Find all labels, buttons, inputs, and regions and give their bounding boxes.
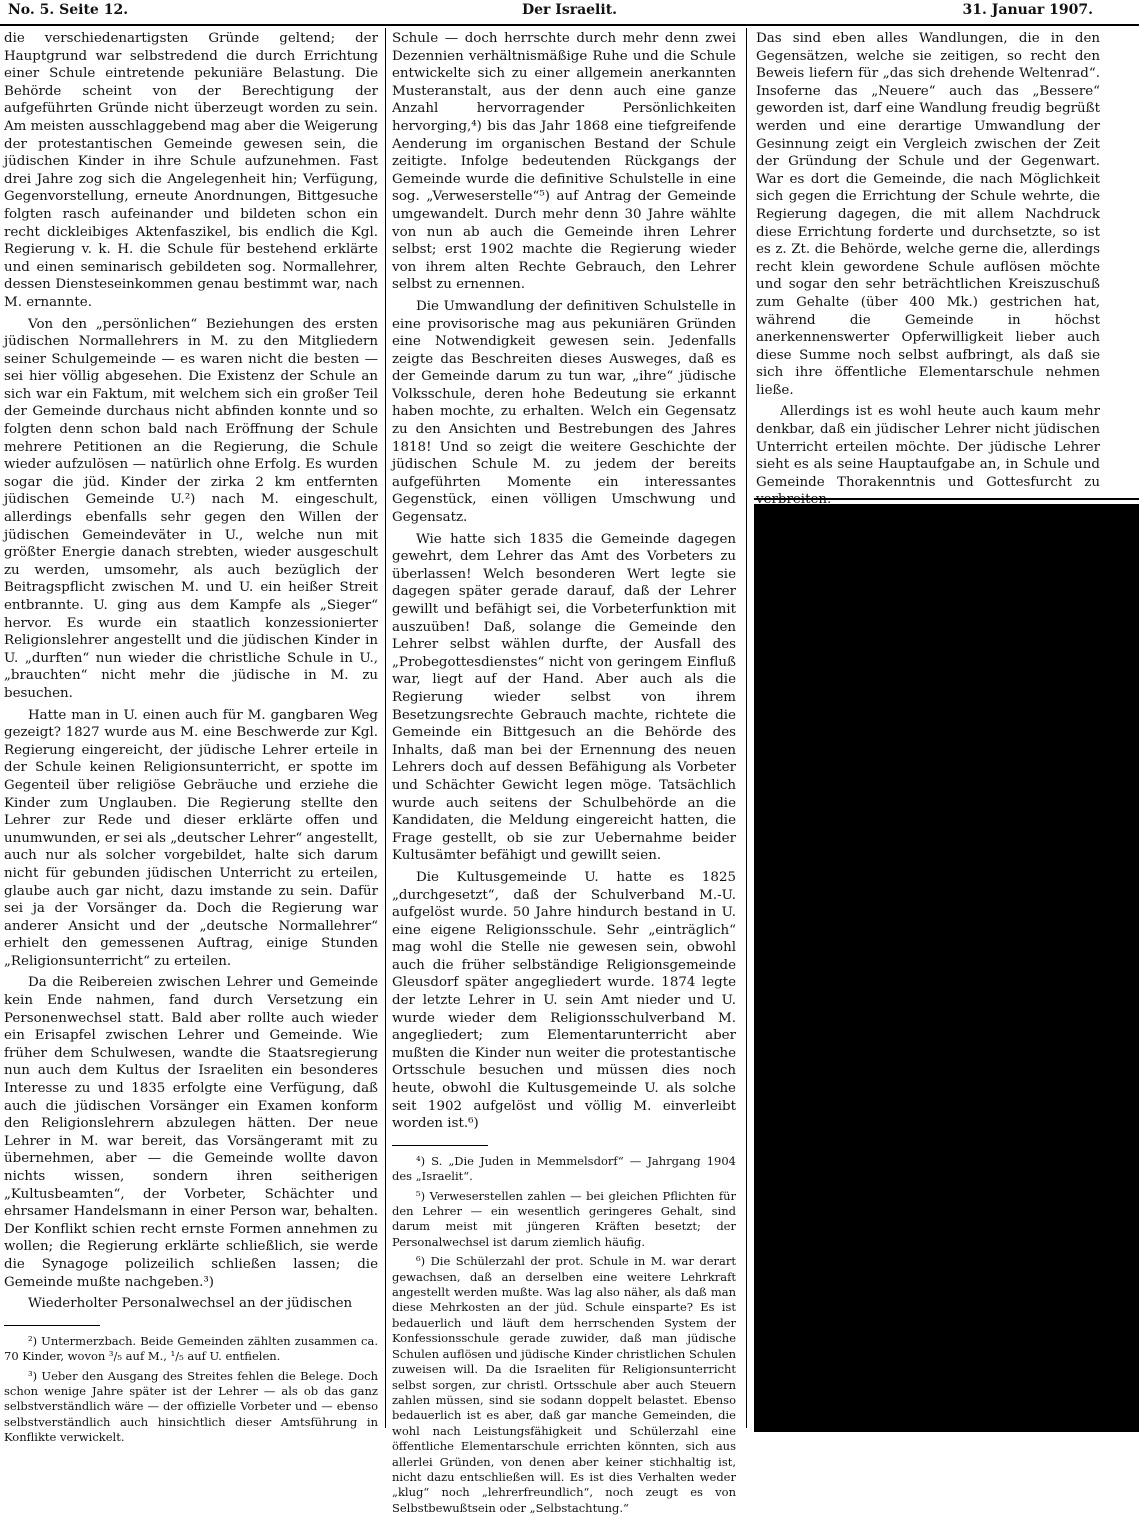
paragraph: Schule — doch herrschte durch mehr denn zwei Dezennien verhältnismäßige Ruhe und die Schule entwickelte sich zu einer allgemein anerkannten Musteranstalt, aus der denn auch eine ganze Anzahl hervorragender Persönlichkeiten hervorging,⁴) bis das Jahr 1868 eine tiefgreifende Aenderung im organischen Bestand der Schule zeitigte. Infolge bedeutenden Rückgangs der Gemeinde wurde die definitive Schulstelle in eine sog. „Verweserstelle“⁵) auf Antrag der Gemeinde umgewandelt. Durch mehr denn 30 Jahre wählte von nun ab auch die Gemeinde ihren Lehrer selbst; erst 1902 machte die Regierung wieder von ihrem alten Rechte Gebrauch, den Lehrer selbst zu ernennen. xyxy=(392,31,736,293)
column-3-end-rule xyxy=(754,498,1139,500)
text-column-3 xyxy=(756,30,1100,490)
paragraph: Von den „persönlichen“ Beziehungen des ersten jüdischen Normallehrers in M. zu den Mitgliedern seiner Schulgemeinde — es waren nicht die besten — sei hier völlig abgesehen. Die Existenz der Schule an sich war ein Faktum, mit welchem sich ein großer Teil der Gemeinde durchaus nicht abfinden konnte und so folgten denn schon bald nach Eröffnung der Schule mehrere Petitionen an die Regierung, die Schule wieder aufzulösen — natürlich ohne Erfolg. Es wurden sogar die jüd. Kinder der zirka 2 km entfernten jüdischen Gemeinde U.²) nach M. eingeschult, allerdings ebenfalls sehr gegen den Willen der jüdischen Gemeindeväter in U., welche nun mit größter Energie danach strebten, wieder ausgeschult zu werden, umsomehr, als auch bezüglich der Beitragspflicht zwischen M. und U. ein heißer Streit entbrannte. U. ging aus dem Kampfe als „Sieger“ hervor. Es wurde ein staatlich konzessionierter Religionslehrer angestellt und die jüdischen Kinder in U. „durften“ nun wieder die christliche Schule in U., „brauchten“ nicht mehr die jüdische in M. zu besuchen. xyxy=(4,316,378,701)
paragraph: Die Kultusgemeinde U. hatte es 1825 „durchgesetzt“, daß der Schulverband M.-U. aufgelöst wurde. 50 Jahre hindurch bestand in U. eine eigene Religionsschule. Sehr „einträglich“ mag wohl die Stelle nie gewesen sein, obwohl auch die früher selbständige Religionsgemeinde Gleusdorf später angegliedert wurde. 1874 legte der letzte Lehrer in U. sein Amt nieder und U. wurde wieder dem Religionsschulverband M. angegliedert; zum Elementarunterricht aber mußten die Kinder nun weiter die protestantische Ortsschule besuchen und müssen dies noch heute, obwohl die Kultusgemeinde U. als solche seit 1902 aufgelöst und völlig M. einverleibt worden ist.⁶) xyxy=(392,869,736,1132)
footnote: ⁴) S. „Die Juden in Memmelsdorf“ — Jahrgang 1904 des „Israelit“. xyxy=(392,1153,736,1184)
paragraph: Hatte man in U. einen auch für M. gangbaren Weg gezeigt? 1827 wurde aus M. eine Beschwerde zur Kgl. Regierung eingereicht, der jüdische Lehrer erteile in der Schule keinen Religionsunterricht, er spotte im Gegenteil über religiöse Gebräuche und erziehe die Kinder zum Unglauben. Die Regierung stellte den Lehrer zur Rede und dieser erklärte offen und unumwunden, er sei als „deutscher Lehrer“ angestellt, auch nur als solcher vorgebildet, halte sich darum nicht für gebunden jüdischen Unterricht zu erteilen, glaube auch gar nicht, dazu imstande zu sein. Dafür sei ja der Vorsänger da. Doch die Regierung war anderer Ansicht und der „deutsche Normallehrer“ erhielt den gemessenen Auftrag, einige Stunden „Religionsunterricht“ zu erteilen. xyxy=(4,707,378,969)
paragraph: Allerdings ist es wohl heute auch kaum mehr denkbar, daß ein jüdischer Lehrer nicht jüdischen Unterricht erteilen möchte. Der jüdische Lehrer sieht es als seine Hauptaufgabe an, in Schule und Gemeinde Thorakenntnis und Gottesfurcht zu xyxy=(756,404,1100,490)
footnote: ³) Ueber den Ausgang des Streites fehlen die Belege. Doch schon wenige Jahre später ist der Lehrer — als ob das ganz selbstverständlich wäre — der offizielle Vorbeter und — ebenso selbstverständlich auch hinsichtlich dieser Amtsführung in Konflikte verwickelt. xyxy=(4,1368,378,1445)
paragraph: Wiederholter Personalwechsel an der jüdischen xyxy=(28,1296,353,1312)
paragraph: die verschiedenartigsten Gründe geltend; der Hauptgrund war selbstredend die durch Errichtung einer Schule eintretende pekuniäre Belastung. Die Behörde scheint von der Berechtigung der aufgeführten Gründe nicht überzeugt worden zu sein. Am meisten ausschlaggebend mag aber die Weigerung der protestantischen Gemeinde gewesen sein, die jüdischen Kinder in ihre Schule aufzunehmen. Fast drei Jahre zog sich die Angelegenheit hin; Verfügung, Gegenvorstellung, erneute Anordnungen, Bittgesuche folgten rasch aufeinander und bildeten schon ein recht dickleibiges Aktenfaszikel, bis endlich die Kgl. Regierung v. k. H. die Schule für bestehend erklärte und einen seminarisch gebildeten sog. Normallehrer, dessen Diensteseinkommen genau bestimmt war, nach M. ernannte. xyxy=(4,31,378,310)
footnote: ⁵) Verweserstellen zahlen — bei gleichen Pflichten für den Lehrer — ein wesentlich geringeres Gehalt, sind darum meist mit jüngeren Kräften besetzt; der Personalwechsel ist darum ziemlich häufig. xyxy=(392,1188,736,1249)
page-header xyxy=(0,0,1139,26)
issue-number: No. 5. Seite 12. xyxy=(8,2,129,18)
footnote: ⁶) Die Schülerzahl der prot. Schule in M. war derart gewachsen, daß an derselben eine weitere Lehrkraft angestellt werden mußte. Was lag also näher, als daß man diese Mehrkosten an der jüd. Schule einsparte? Es ist bedauerlich und läuft dem herrschenden System der Konfessionsschule gerade zuwider, daß man jüdische Schulen auflösen und jüdische Kinder christlichen Schulen zuweisen will. Da die Israeliten für Religionsunterricht selbst sorgen, zur christl. Ortsschule aber auch Steuern zahlen müssen, sind sie sodann doppelt belastet. Ebenso bedauerlich ist es aber, daß gar manche Gemeinden, die wohl nach Leistungsfähigkeit und Schülerzahl eine öffentliche Elementarschule errichten könnten, sich aus allerlei Gründen, von denen aber keiner stichhaltig ist, nicht dazu entschließen will. Es ist dies Verhalten weder „klug“ noch „lehrerfreundlich“, noch zeugt es von Selbstbewußtsein oder „Selbstachtung.“ xyxy=(392,1254,736,1515)
blank-scan-area xyxy=(754,504,1139,1432)
column-rule-right xyxy=(746,28,747,1428)
text-column-2 xyxy=(392,30,736,1515)
paragraph: Das sind eben alles Wandlungen, die in den Gegensätzen, welche sie zeitigen, so recht den Beweis liefern für „das sich drehende Weltenrad“. Insoferne das „Neuere“ auch das „Bessere“ geworden ist, darf eine Wandlung freudig begrüßt werden und eine derartige Umwandlung der Gesinnung zeigt ein Vergleich zwischen der Zeit der Gründung der Schule und der Gegenwart. War es dort die Gemeinde, die nach Möglichkeit sich gegen die Errichtung der Schule wehrte, die Regierung dagegen, die mit allem Nachdruck diese Errichtung forderte und durchsetzte, so ist es z. Zt. die Behörde, welche gerne die, allerdings recht klein gewordene Schule auflösen möchte und sogar den sehr beträchtlichen Kreiszuschuß zum Gehalte (über 400 Mk.) gestrichen hat, während die Gemeinde in höchst anerkennenswerter Opferwilligkeit lieber auch diese Summe noch selbst aufbringt, als daß sie sich ihre öffentliche Elementarschule nehmen ließe. xyxy=(756,31,1100,398)
column-rule-left xyxy=(385,28,386,1428)
footnote: ²) Untermerzbach. Beide Gemeinden zählten zusammen ca. 70 Kinder, wovon ³/₅ auf M., ¹/₅ auf U. entfielen. xyxy=(4,1333,378,1364)
footnote-separator xyxy=(392,1145,488,1146)
footnote-separator xyxy=(4,1325,100,1326)
newspaper-title: Der Israelit. xyxy=(521,2,618,18)
text-column-1 xyxy=(4,30,378,1445)
paragraph: Da die Reibereien zwischen Lehrer und Gemeinde kein Ende nahmen, fand durch Versetzung ein Personenwechsel statt. Bald aber rollte auch wieder ein Erisapfel zwischen Lehrer und Gemeinde. Wie früher dem Schulwesen, wandte die Staatsregierung nun auch dem Kultus der Israeliten ein besonderes Interesse zu und 1835 erfolgte eine Verfügung, daß auch die jüdischen Vorsänger ein Examen konform den Religionslehrern abzulegen hätten. Der neue Lehrer in M. war bereit, das Vorsängeramt mit zu übernehmen, aber — die Gemeinde wollte davon nichts wissen, sondern ihren seitherigen „Kultusbeamten“, der Vorbeter, Schächter und ehrsamer Handelsmann in einer Person war, behalten. Der Konflikt schien recht ernste Formen annehmen zu wollen; die Regierung erklärte schließlich, sie werde die Synagoge polizeilich schließen lassen; die Gemeinde mußte nachgeben.³) xyxy=(4,975,378,1290)
paragraph: Wie hatte sich 1835 die Gemeinde dagegen gewehrt, dem Lehrer das Amt des Vorbeters zu überlassen! Welch besonderen Wert legte sie dagegen später gerade darauf, daß der Lehrer gewillt und befähigt sei, die Vorbeterfunktion mit auszuüben! Daß, solange die Gemeinde den Lehrer selbst wählen durfte, der Ausfall des „Probegottesdienstes“ nicht von geringem Einfluß war, liegt auf der Hand. Aber auch als die Regierung wieder selbst von ihrem Besetzungsrechte Gebrauch machte, richtete die Gemeinde ein Bittgesuch an die Behörde des Inhalts, daß man bei der Ernennung des neuen Lehrers doch auf dessen Befähigung als Vorbeter und Schächter Gewicht legen möge. Tatsächlich wurde auch seitens der Schulbehörde an die Kandidaten, die Meldung eingereicht hatten, die Frage gestellt, ob sie zur Uebernahme beider Kultusämter befähigt und gewillt seien. xyxy=(392,531,736,864)
issue-date: 31. Januar 1907. xyxy=(962,2,1093,18)
paragraph: Die Umwandlung der definitiven Schulstelle in eine provisorische mag aus pekuniären Gründen eine Notwendigkeit gewesen sein. Jedenfalls zeigte das Beschreiten dieses Ausweges, daß es der Gemeinde darum zu tun war, „ihre“ jüdische Volksschule, deren hohe Bedeutung sie erkannt haben mochte, zu erhalten. Welch ein Gegensatz zu den Ansichten und Bestrebungen des Jahres 1818! Und so zeigt die weitere Geschichte der jüdischen Schule M. zu jedem der bereits aufgeführten Momente ein interessantes Gegenstück, einen völligen Umschwung und Gegensatz. xyxy=(392,298,736,526)
